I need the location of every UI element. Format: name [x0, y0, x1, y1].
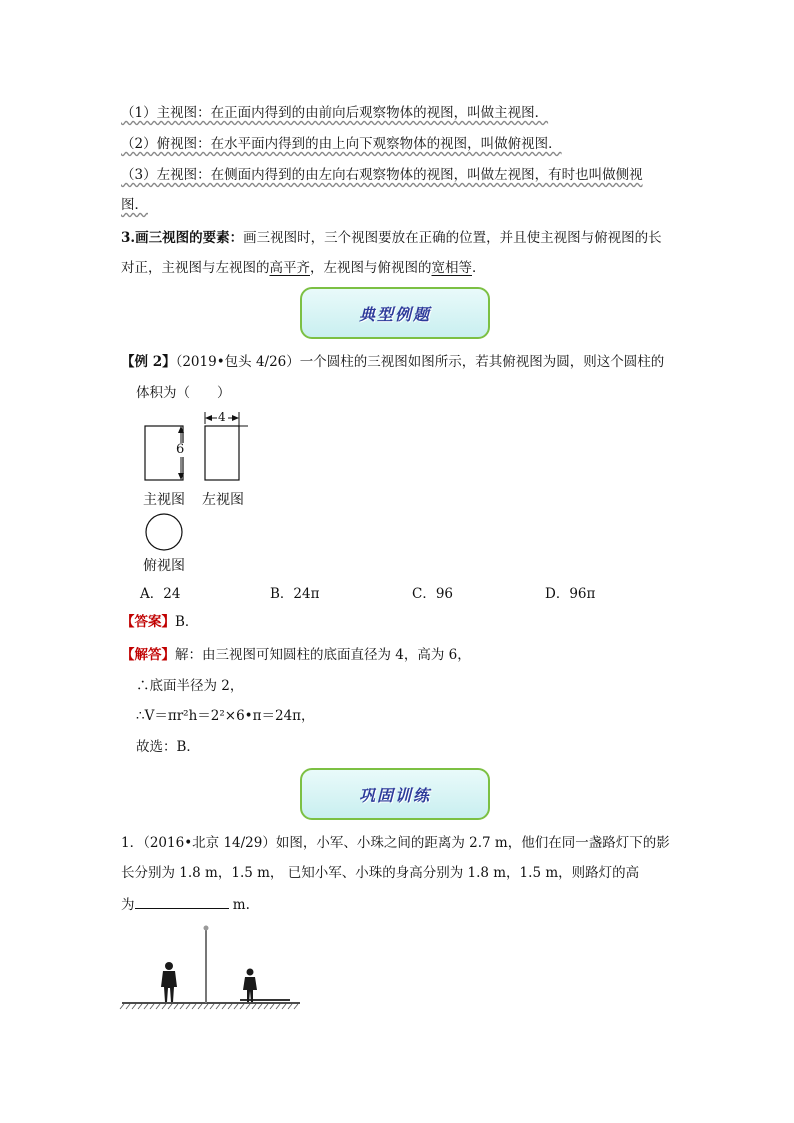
solution: [121, 645, 471, 665]
elements-rule-text: 画三视图时，三个视图要放在正确的位置，并且使主视图与俯视图的长: [243, 230, 662, 246]
answer-blank[interactable]: [135, 894, 229, 909]
solution-line-4: 故选：B．: [136, 739, 200, 755]
banner-practice: [300, 768, 490, 820]
exercise-1: [121, 833, 670, 853]
elements-rule-width-equal: 宽相等: [431, 260, 472, 276]
width-arrow-left-icon: [205, 415, 212, 421]
exercise-line-3-prefix: 为: [121, 897, 135, 913]
banner-practice-label: 巩固训练: [358, 785, 431, 805]
left-view-rectangle: [205, 426, 239, 480]
definition-front-view-text: （1）主视图：在正面内得到的由前向后观察物体的视图，叫做主视图．: [121, 105, 549, 121]
top-view-label: 俯视图: [143, 558, 185, 574]
exercise-1-line-2: 长分别为 1.8 m，1.5 m， 已知小军、小珠的身高分别为 1.8 m，1.5 m，则路灯的高: [121, 865, 640, 881]
option-b[interactable]: B．24π: [270, 586, 320, 602]
answer-value: B．: [175, 614, 199, 630]
elements-rule-text-e: ．: [472, 260, 486, 276]
ground-hatching: [120, 1004, 298, 1009]
example-source: （2019•包头 4/26）: [175, 354, 300, 370]
street-lamp-figure: [120, 926, 300, 1010]
person-xiaozhu-icon: [243, 969, 257, 1003]
width-arrow-right-icon: [232, 415, 239, 421]
solution-line-3: ∴V＝πr²h＝2²×6•π＝24π，: [136, 708, 315, 724]
width-label: 4: [218, 410, 226, 424]
exercise-number: 1．: [121, 835, 144, 851]
option-c[interactable]: C．96: [412, 586, 454, 602]
option-a[interactable]: A．24: [140, 586, 181, 602]
elements-rule-height-level: 高平齐: [269, 260, 310, 276]
elements-rule-heading: 3.画三视图的要素：: [121, 230, 244, 246]
example-question-text: 一个圆柱的三视图如图所示，若其俯视图为圆，则这个圆柱的: [299, 354, 665, 370]
lamp-bulb-icon: [204, 926, 209, 931]
front-view-label: 主视图: [143, 492, 185, 508]
example-tag: 【例 2】: [121, 354, 176, 370]
elements-rule-text-c: ，左视图与俯视图的: [310, 260, 432, 276]
solution-tag: 【解答】: [121, 647, 175, 663]
left-view-label: 左视图: [202, 492, 244, 508]
solution-line-2: ∴底面半径为 2，: [136, 678, 244, 694]
elements-rule-text-a: 对正，主视图与左视图的: [121, 260, 270, 276]
example-question-text-cont: 体积为（ ）: [136, 385, 231, 401]
banner-typical-examples-label: 典型例题: [358, 304, 431, 324]
definition-top-view-text: （2）俯视图：在水平面内得到的由上向下观察物体的视图，叫做俯视图．: [121, 136, 562, 152]
height-label: 6: [176, 442, 185, 457]
exercise-line-3-suffix: m.: [228, 897, 250, 913]
exercise-1-line-3: [121, 894, 250, 915]
exercise-line-1: 如图，小军、小珠之间的距离为 2.7 m，他们在同一盏路灯下的影: [275, 835, 670, 851]
definition-left-view-text: （3）左视图：在侧面内得到的由左向右观察物体的视图，叫做左视图，有时也叫做侧视: [121, 167, 643, 183]
definition-left-view-text-cont: 图．: [121, 197, 148, 213]
solution-line-1: 解：由三视图可知圆柱的底面直径为 4，高为 6，: [175, 647, 471, 663]
answer-tag: 【答案】: [121, 614, 175, 630]
answer: [121, 612, 198, 632]
person-xiaojun-icon: [161, 962, 177, 1002]
exercise-source: （2016•北京 14/29）: [143, 835, 276, 851]
option-d[interactable]: D．96π: [545, 586, 596, 602]
top-view-circle: [146, 514, 182, 550]
